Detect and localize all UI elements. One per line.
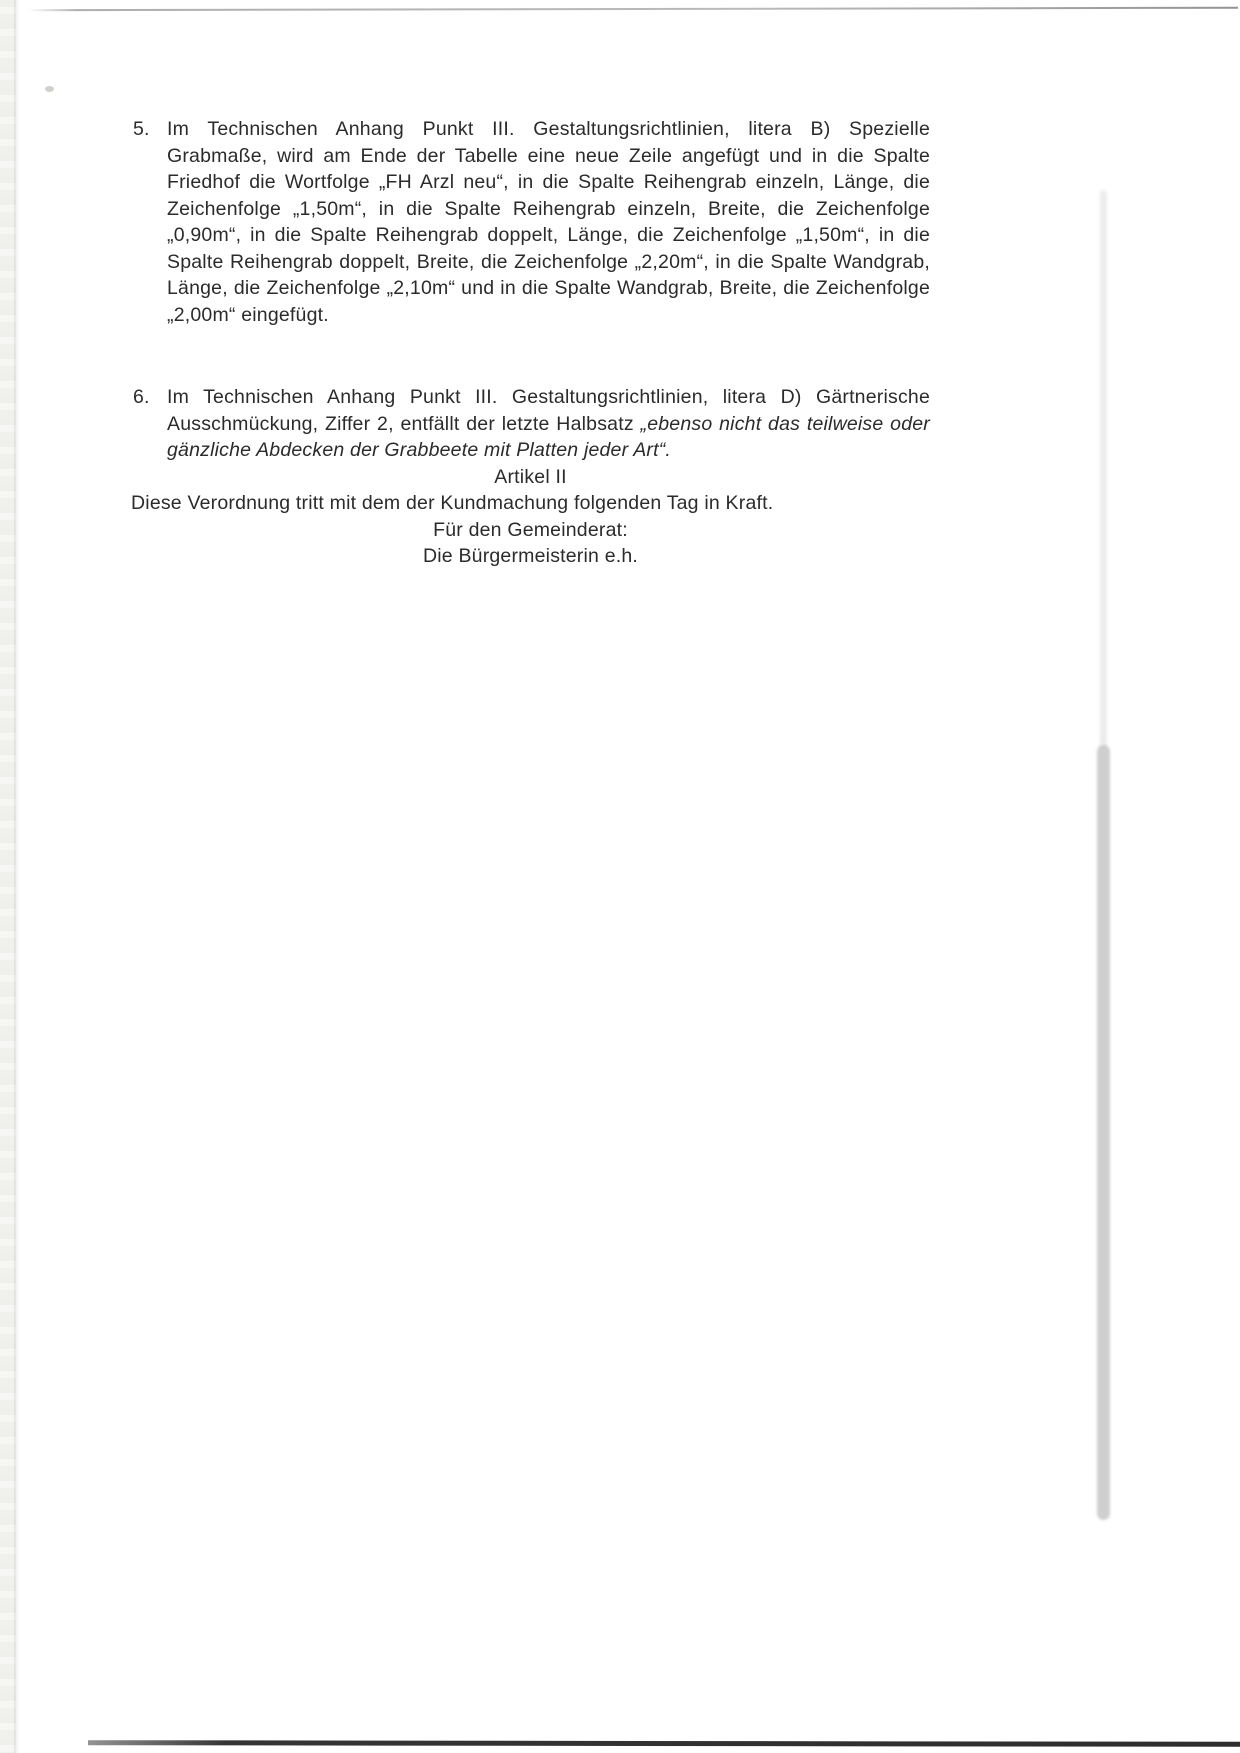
effective-date-paragraph: Diese Verordnung tritt mit dem der Kundmachung folgenden Tag in Kraft. xyxy=(131,492,774,514)
item-6-text-roman: Im Technischen Anhang Punkt III. Gestaltungsrichtlinien, litera D) Gärtnerische Ausschmückung, Ziffer 2, entfällt der letzte Halbsatz xyxy=(167,386,930,435)
signature-line-council: Für den Gemeinderat: xyxy=(433,518,628,541)
signature-line-mayor: Die Bürgermeisterin e.h. xyxy=(422,545,639,567)
article-heading: Artikel II xyxy=(494,465,567,488)
item-6-text xyxy=(167,384,930,464)
item-6-text-italic: „ebenso nicht das teilweise oder gänzliche Abdecken der Grabbeete mit Platten jeder Art“. xyxy=(167,412,930,461)
item-5-text: Im Technischen Anhang Punkt III. Gestaltungsrichtlinien, litera B) Spezielle Grabmaße, wird am Ende der Tabelle eine neue Zeile angefügt und in die Spalte Friedhof die Wortfolge „FH Arzl neu“, in die Spalte Reihengrab einzeln, Länge, die Zeichenfolge „1,50m“, in die Spalte Reihengrab einzeln, Breite, die Zeichenfolge „0,90m“, in die Spalte Reihengrab doppelt, Länge, die Zeichenfolge „1,50m“, in die Spalte Reihengrab doppelt, Breite, die Zeichenfolge „2,20m“, in die Spalte Wandgrab, Länge, die Zeichenfolge „2,10m“ und in die Spalte Wandgrab, Breite, die Zeichenfolge „2,00m“ eingefügt. xyxy=(167,118,930,326)
item-6-number: 6. xyxy=(133,386,150,408)
list-item-6 xyxy=(131,384,930,464)
document-content xyxy=(131,116,930,570)
scan-artifact-speck xyxy=(45,86,54,92)
scan-artifact-top-line xyxy=(28,7,1238,12)
item-5-number: 5. xyxy=(133,118,150,140)
scan-artifact-bottom-line xyxy=(88,1740,1240,1747)
scan-artifact-left-edge xyxy=(0,0,16,1753)
scan-artifact-right-bar xyxy=(1097,745,1110,1520)
list-item-5 xyxy=(131,116,930,328)
scan-artifact-right-bar-upper xyxy=(1100,190,1107,750)
scan-artifact-left-edge-shadow xyxy=(14,0,20,1753)
